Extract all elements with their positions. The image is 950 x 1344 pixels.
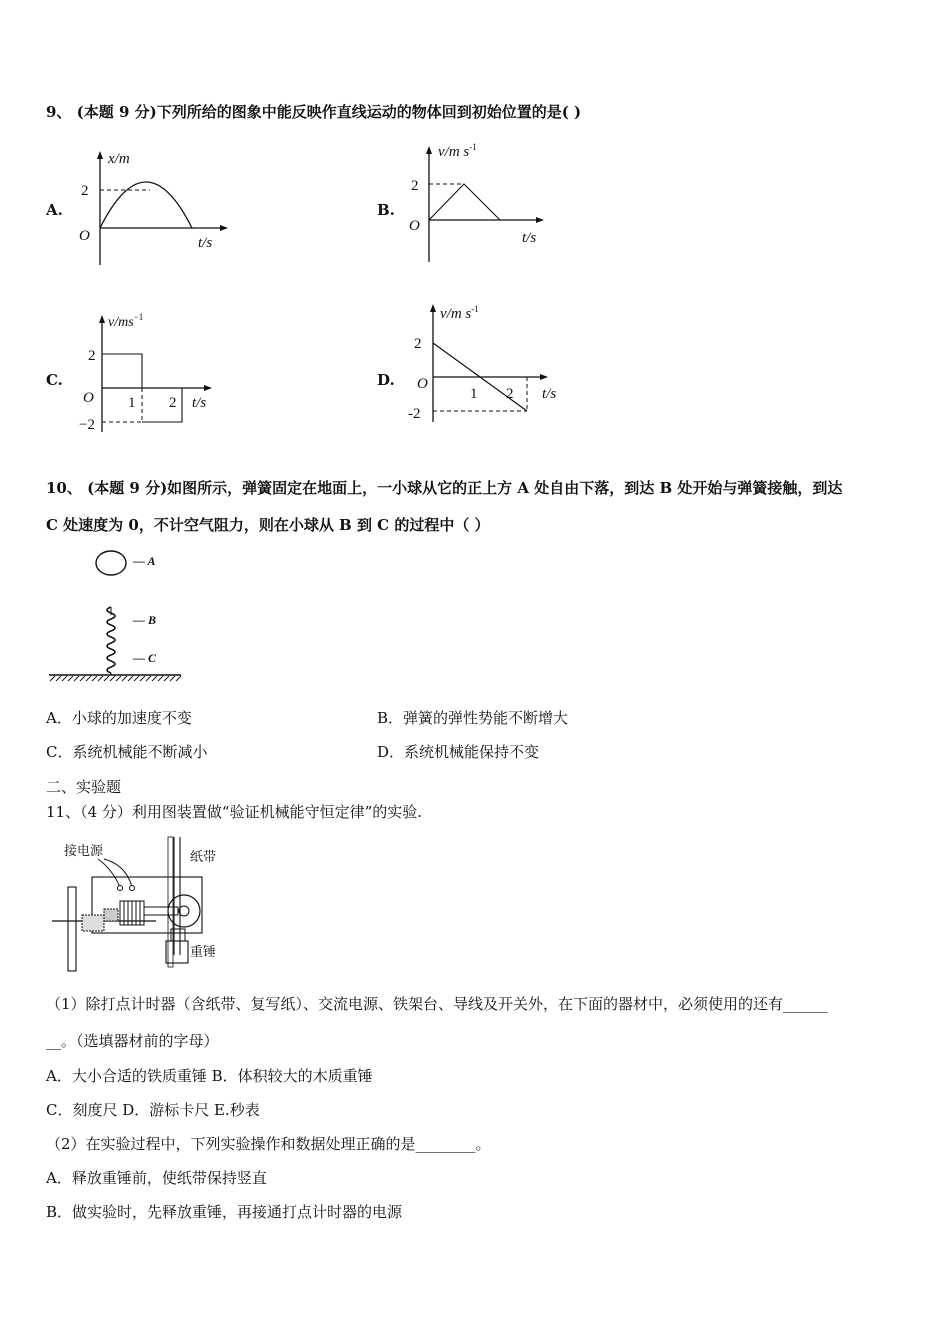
q9-text: 9、 (本题 9 分)下列所给的图象中能反映作直线运动的物体回到初始位置的是( ) xyxy=(46,103,582,121)
graph-b xyxy=(402,140,572,270)
q11-options-ab: A．大小合适的铁质重锤 B．体积较大的木质重锤 xyxy=(46,1067,373,1085)
graph-b-y-label: v/m $s^{-1}$ xyxy=(438,142,477,160)
graph-a-origin: O xyxy=(79,228,90,244)
q10-option-d: D．系统机械能保持不变 xyxy=(377,743,540,761)
q11-part2-option-b: B．做实验时，先释放重锤，再接通打点计时器的电源 xyxy=(46,1203,403,1221)
graph-d-tick-x2: 2 xyxy=(506,386,514,402)
apparatus-label-power: 接电源 xyxy=(64,843,104,858)
graph-c-origin: O xyxy=(83,390,94,406)
q9-option-d-label: D. xyxy=(377,371,395,389)
graph-b-tick-2: 2 xyxy=(411,178,419,194)
q9-option-b-label: B. xyxy=(377,201,395,219)
graph-d-tick-x1: 1 xyxy=(470,386,478,402)
q11-options-cde: C．刻度尺 D．游标卡尺 E.秒表 xyxy=(46,1101,260,1119)
graph-c-x-label: t/s xyxy=(192,395,207,411)
graph-b-origin: O xyxy=(409,218,420,234)
figure-label-b: — B xyxy=(133,613,157,627)
graph-c-tick-x2: 2 xyxy=(169,395,177,411)
q11-part2-option-a: A．释放重锤前，使纸带保持竖直 xyxy=(46,1169,267,1187)
apparatus-figure xyxy=(46,835,246,975)
q11-text: 11、（4 分）利用图装置做“验证机械能守恒定律”的实验. xyxy=(46,803,423,821)
q10-text-line2: C 处速度为 0，不计空气阻力，则在小球从 B 到 C 的过程中（ ） xyxy=(46,516,490,534)
graph-c-y-label: $v/ms^{-1}$ xyxy=(108,312,144,330)
spring-ball-figure xyxy=(46,545,196,685)
graph-a-y-label: x/m xyxy=(108,151,130,167)
q11-part1-line2: __。（选填器材前的字母） xyxy=(46,1032,219,1050)
q11-part1-line1: （1）除打点计时器（含纸带、复写纸）、交流电源、铁架台、导线及开关外，在下面的器材中，必须使用的还有______ xyxy=(46,995,829,1013)
graph-a xyxy=(72,145,242,275)
graph-d-x-label: t/s xyxy=(542,386,557,402)
section-title: 二、实验题 xyxy=(46,778,122,796)
graph-d-tick-neg2: -2 xyxy=(408,406,421,422)
graph-a-x-label: t/s xyxy=(198,235,213,251)
q9-option-a-label: A. xyxy=(46,201,63,219)
figure-label-c: — C xyxy=(133,651,157,665)
q10-text-line1: 10、 (本题 9 分)如图所示，弹簧固定在地面上，一小球从它的正上方 A 处自由下落，到达 B 处开始与弹簧接触，到达 xyxy=(46,479,843,497)
graph-c-tick-neg2: −2 xyxy=(79,417,95,433)
apparatus-label-weight: 重锤 xyxy=(190,944,217,959)
graph-b-x-label: t/s xyxy=(522,230,537,246)
q11-part2: （2）在实验过程中，下列实验操作和数据处理正确的是________。 xyxy=(46,1135,491,1153)
graph-a-tick-2: 2 xyxy=(81,183,89,199)
graph-d-origin: O xyxy=(417,376,428,392)
graph-c-tick-2: 2 xyxy=(88,348,96,364)
q10-option-a: A．小球的加速度不变 xyxy=(46,709,192,727)
apparatus-label-tape: 纸带 xyxy=(190,849,217,864)
figure-label-a: — A xyxy=(133,554,156,568)
q9-option-c-label: C. xyxy=(46,371,63,389)
graph-d-tick-2: 2 xyxy=(414,336,422,352)
graph-c xyxy=(76,312,266,442)
graph-d xyxy=(404,300,604,430)
q10-option-c: C．系统机械能不断减小 xyxy=(46,743,208,761)
graph-c-tick-x1: 1 xyxy=(128,395,136,411)
q10-option-b: B．弹簧的弹性势能不断增大 xyxy=(377,709,569,727)
graph-d-y-label: v/m $s^{-1}$ xyxy=(440,304,479,322)
